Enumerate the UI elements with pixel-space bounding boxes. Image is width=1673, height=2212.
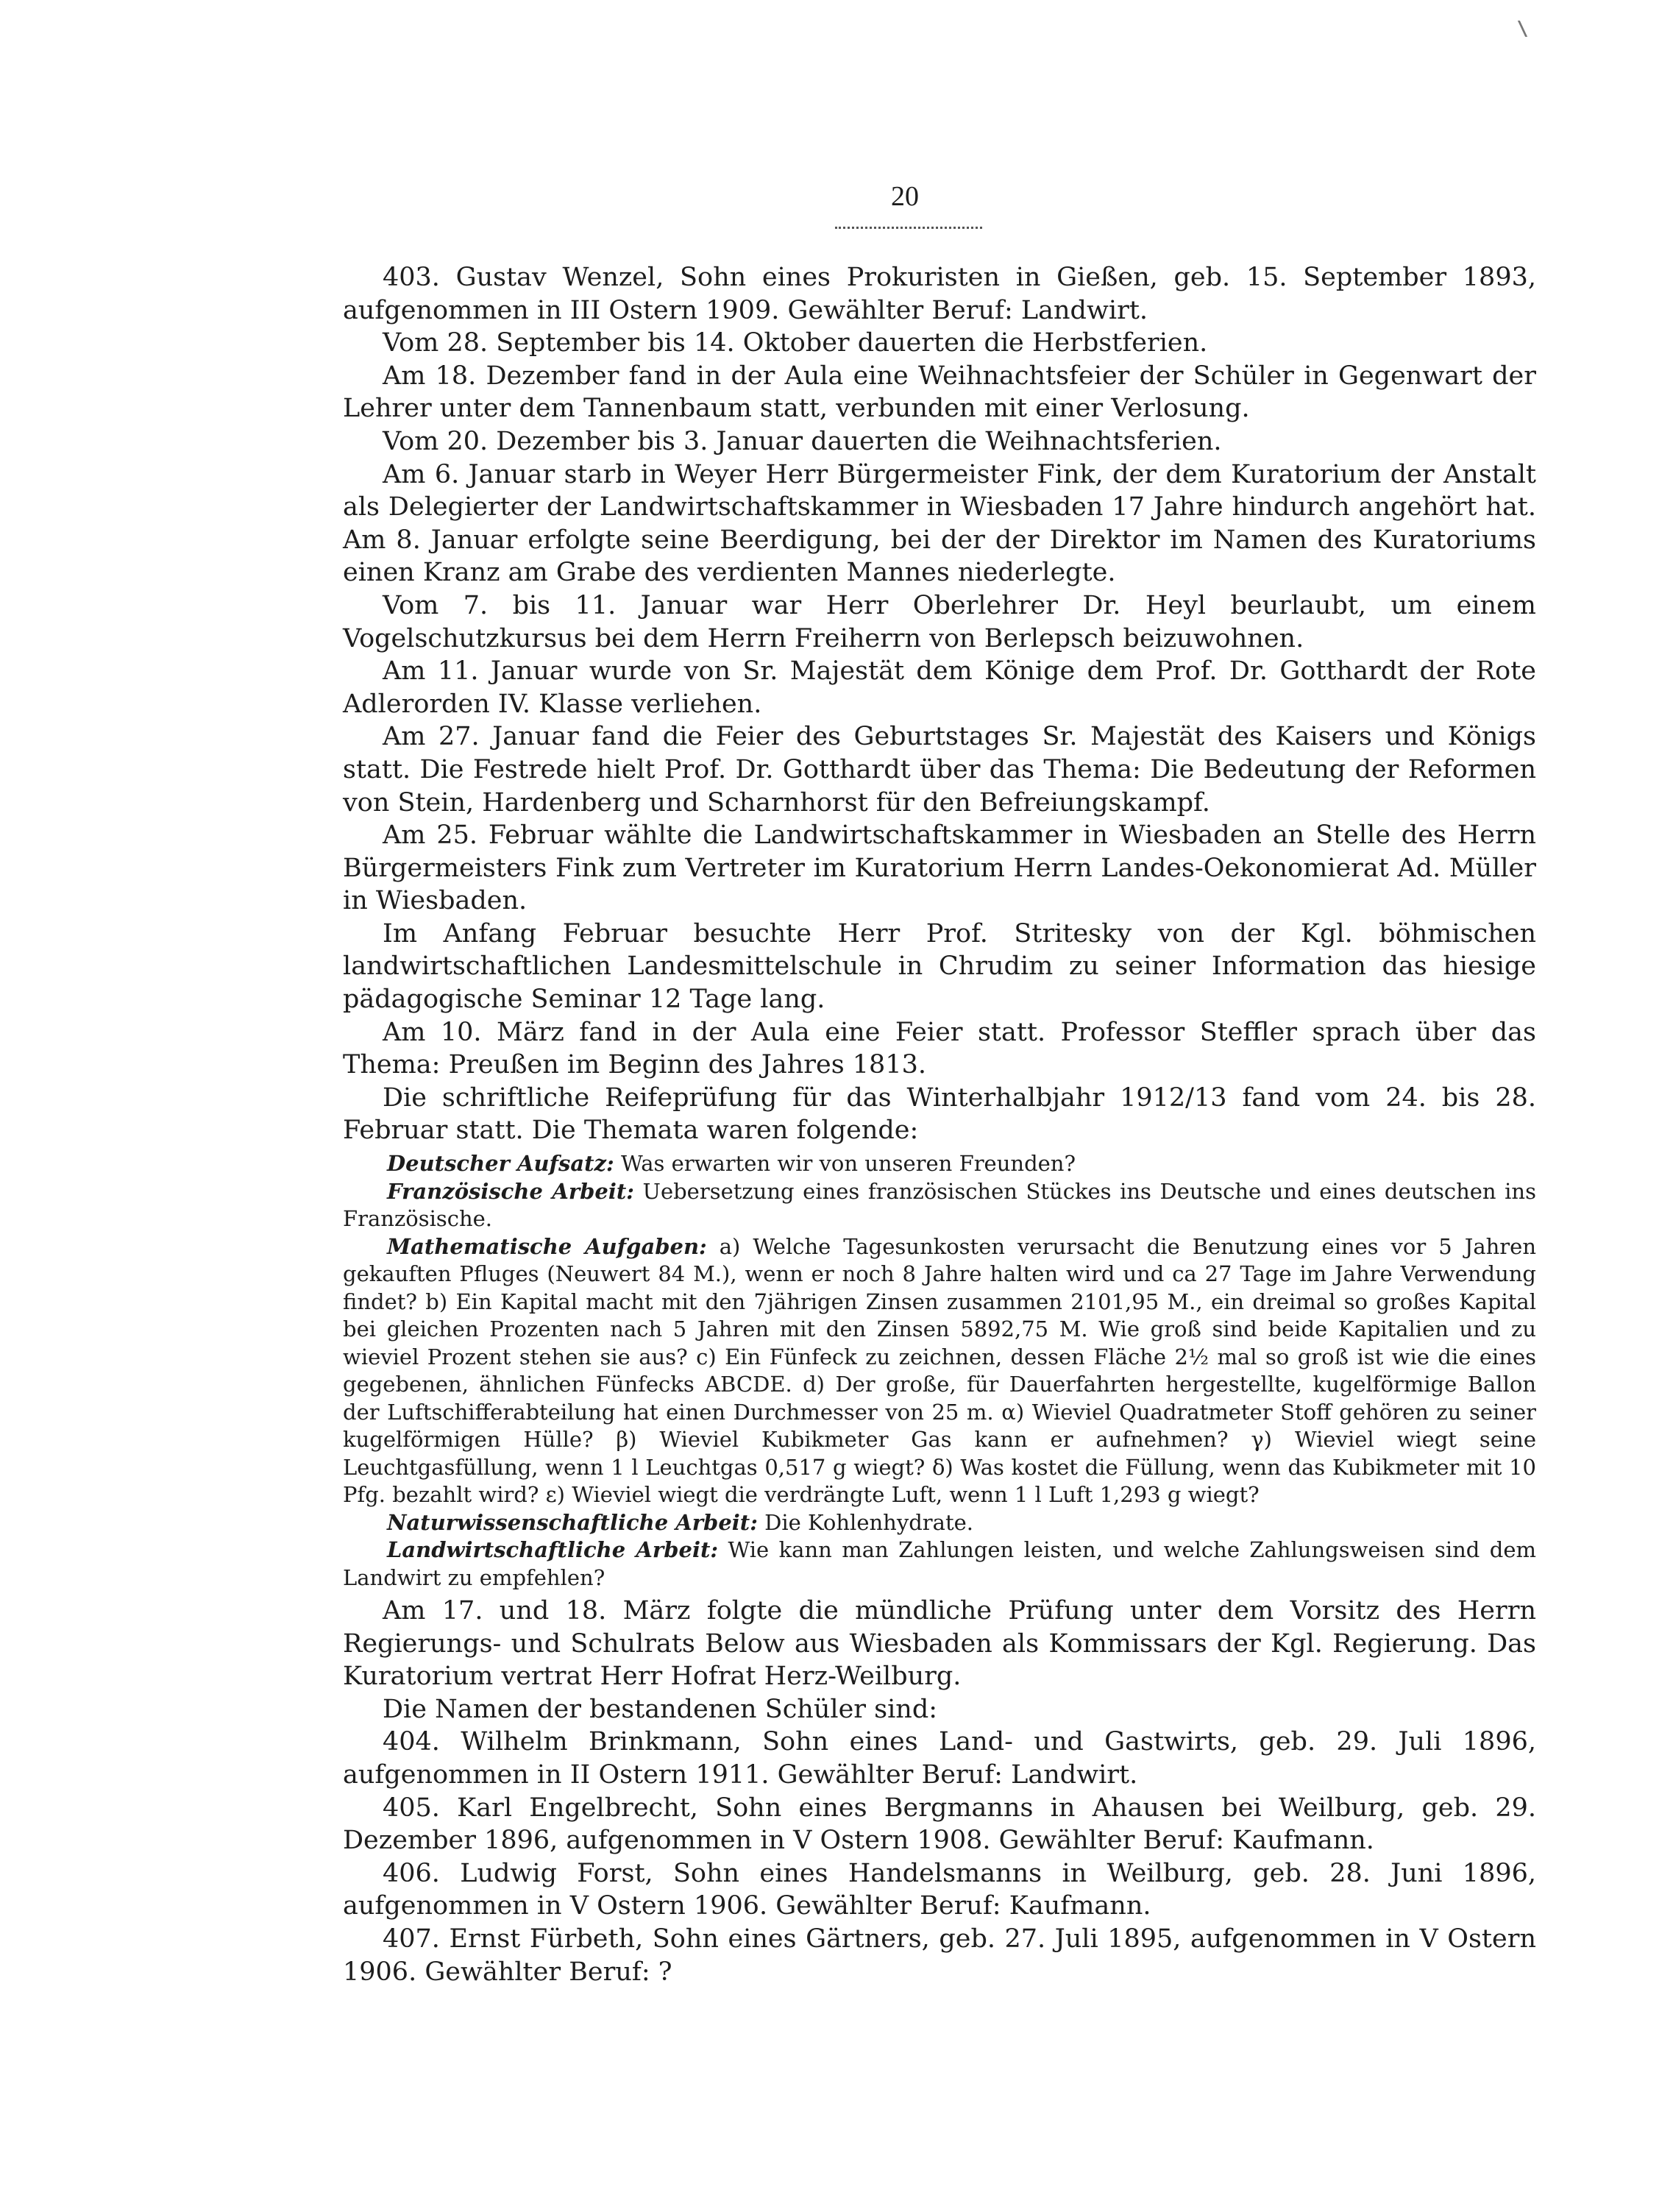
entry-407: 407. Ernst Fürbeth, Sohn eines Gärtners, geb. 27. Juli 1895, aufgenommen in V Ostern 1906. Gewählter Beruf: ?	[343, 1924, 1536, 1987]
paragraph-stritesky: Im Anfang Februar besuchte Herr Prof. Stritesky von der Kgl. böhmischen landwirtschaftlichen Landesmittelschule in Chrudim zu seiner Information das hiesige pädagogische Seminar 12 Tage lang.	[343, 918, 1536, 1015]
paragraph-weihnachtsferien: Vom 20. Dezember bis 3. Januar dauerten die Weihnachtsferien.	[383, 426, 1222, 456]
scan-mark	[1518, 21, 1538, 37]
exam-deutsch-text: Was erwarten wir von unseren Freunden?	[620, 1151, 1076, 1177]
exam-deutsch	[343, 1150, 1536, 1178]
exam-franzoesisch	[343, 1178, 1536, 1233]
paragraph-kaisergeburtstag: Am 27. Januar fand die Feier des Geburtstages Sr. Majestät des Kaisers und Königs statt. Die Festrede hielt Prof. Dr. Gotthardt über das Thema: Die Bedeutung der Reformen von Stein, Hardenberg und Scharnhorst für den Befreiungskampf.	[343, 722, 1536, 818]
paragraph-namen: Die Namen der bestandenen Schüler sind:	[383, 1694, 938, 1724]
paragraph-herbstferien: Vom 28. September bis 14. Oktober dauerten die Herbstferien.	[383, 328, 1208, 358]
entry-405: 405. Karl Engelbrecht, Sohn eines Bergmanns in Ahausen bei Weilburg, geb. 29. Dezember 1896, aufgenommen in V Ostern 1908. Gewählter Beruf: Kaufmann.	[343, 1793, 1536, 1856]
exam-topics	[343, 1150, 1536, 1592]
exam-deutsch-label: Deutscher Aufsatz:	[387, 1151, 614, 1177]
paragraph-steffler: Am 10. März fand in der Aula eine Feier statt. Professor Steffler sprach über das Thema: Preußen im Beginn des Jahres 1813.	[343, 1017, 1536, 1080]
exam-land-label: Landwirtschaftliche Arbeit:	[387, 1537, 719, 1563]
exam-math-text: a) Welche Tagesunkosten verursacht die Benutzung eines vor 5 Jahren gekauften Pfluges (Neuwert 84 M.), wenn er noch 8 Jahre halten wird und ca 27 Tage im Jahre Verwendung findet? b) Ein Kapital macht mit den 7jährigen Zinsen zusammen 2101,95 M., ein dreimal so großes Kapital bei gleichen Prozenten nach 5 Jahren mit den Zinsen 5892,75 M. Wie groß sind beide Kapitalien und zu wieviel Prozent stehen sie aus? c) Ein Fünfeck zu zeichnen, dessen Fläche 2½ mal so groß ist wie die eines gegebenen, ähnlichen Fünfecks ABCDE. d) Der große, für Dauerfahrten hergestellte, kugelförmige Ballon der Luftschifferabteilung hat einen Durchmesser von 25 m. α) Wieviel Quadratmeter Stoff gehören zu seiner kugelförmigen Hülle? β) Wieviel Kubikmeter Gas kann er aufnehmen? γ) Wieviel wiegt seine Leuchtgasfüllung, wenn 1 l Leuchtgas 0,517 g wiegt? δ) Was kostet die Füllung, wenn das Kubikmeter mit 10 Pfg. bezahlt wird? ε) Wieviel wiegt die verdrängte Luft, wenn 1 l Luft 1,293 g wiegt?	[343, 1233, 1536, 1508]
paragraph-muendliche-pruefung: Am 17. und 18. März folgte die mündliche Prüfung unter dem Vorsitz des Herrn Regierungs- und Schulrats Below aus Wiesbaden als Kommissars der Kgl. Regierung. Das Kuratorium vertrat Herr Hofrat Herz-Weilburg.	[343, 1596, 1536, 1692]
entry-406: 406. Ludwig Forst, Sohn eines Handelsmanns in Weilburg, geb. 28. Juni 1896, aufgenommen in V Ostern 1906. Gewählter Beruf: Kaufmann.	[343, 1858, 1536, 1921]
page-number: 20	[891, 181, 919, 212]
entry-404: 404. Wilhelm Brinkmann, Sohn eines Land- und Gastwirts, geb. 29. Juli 1896, aufgenommen in II Ostern 1911. Gewählter Beruf: Landwirt.	[343, 1727, 1536, 1790]
exam-landwirtschaft	[343, 1536, 1536, 1592]
paragraph-gotthardt-orden: Am 11. Januar wurde von Sr. Majestät dem Könige dem Prof. Dr. Gotthardt der Rote Adlerorden IV. Klasse verliehen.	[343, 656, 1536, 719]
exam-mathematik	[343, 1233, 1536, 1509]
paragraph-fink: Am 6. Januar starb in Weyer Herr Bürgermeister Fink, der dem Kuratorium der Anstalt als Delegierter der Landwirtschaftskammer in Wiesbaden 17 Jahre hindurch angehört hat. Am 8. Januar erfolgte seine Beerdigung, bei der der Direktor im Namen des Kuratoriums einen Kranz am Grabe des verdienten Mannes niederlegte.	[343, 459, 1536, 588]
paragraph-heyl: Vom 7. bis 11. Januar war Herr Oberlehrer Dr. Heyl beurlaubt, um einem Vogelschutzkursus bei dem Herrn Freiherrn von Berlepsch beizuwohnen.	[343, 590, 1536, 653]
exam-natur-text: Die Kohlenhydrate.	[764, 1509, 973, 1535]
paragraph-reifepruefung: Die schriftliche Reifeprüfung für das Winterhalbjahr 1912/13 fand vom 24. bis 28. Februar statt. Die Themata waren folgende:	[343, 1082, 1536, 1146]
exam-math-label: Mathematische Aufgaben:	[387, 1233, 707, 1259]
main-text	[343, 261, 1536, 1988]
exam-land-text: Wie kann man Zahlungen leisten, und welche Zahlungsweisen sind dem Landwirt zu empfehlen?	[343, 1537, 1536, 1590]
exam-naturwissenschaft	[343, 1509, 1536, 1537]
exam-natur-label: Naturwissenschaftliche Arbeit:	[387, 1509, 758, 1535]
paragraph-weihnachtsfeier: Am 18. Dezember fand in der Aula eine Weihnachtsfeier der Schüler in Gegenwart der Lehrer unter dem Tannenbaum statt, verbunden mit einer Verlosung.	[343, 361, 1536, 424]
exam-franz-text: Uebersetzung eines französischen Stückes ins Deutsche und eines deutschen ins Französische.	[343, 1178, 1536, 1232]
paragraph-mueller: Am 25. Februar wählte die Landwirtschaftskammer in Wiesbaden an Stelle des Herrn Bürgermeisters Fink zum Vertreter im Kuratorium Herrn Landes-Oekonomierat Ad. Müller in Wiesbaden.	[343, 820, 1536, 916]
page-number-ornament	[835, 222, 982, 229]
exam-franz-label: Französische Arbeit:	[387, 1178, 634, 1204]
entry-403: 403. Gustav Wenzel, Sohn eines Prokuristen in Gießen, geb. 15. September 1893, aufgenommen in III Ostern 1909. Gewählter Beruf: Landwirt.	[343, 263, 1536, 325]
